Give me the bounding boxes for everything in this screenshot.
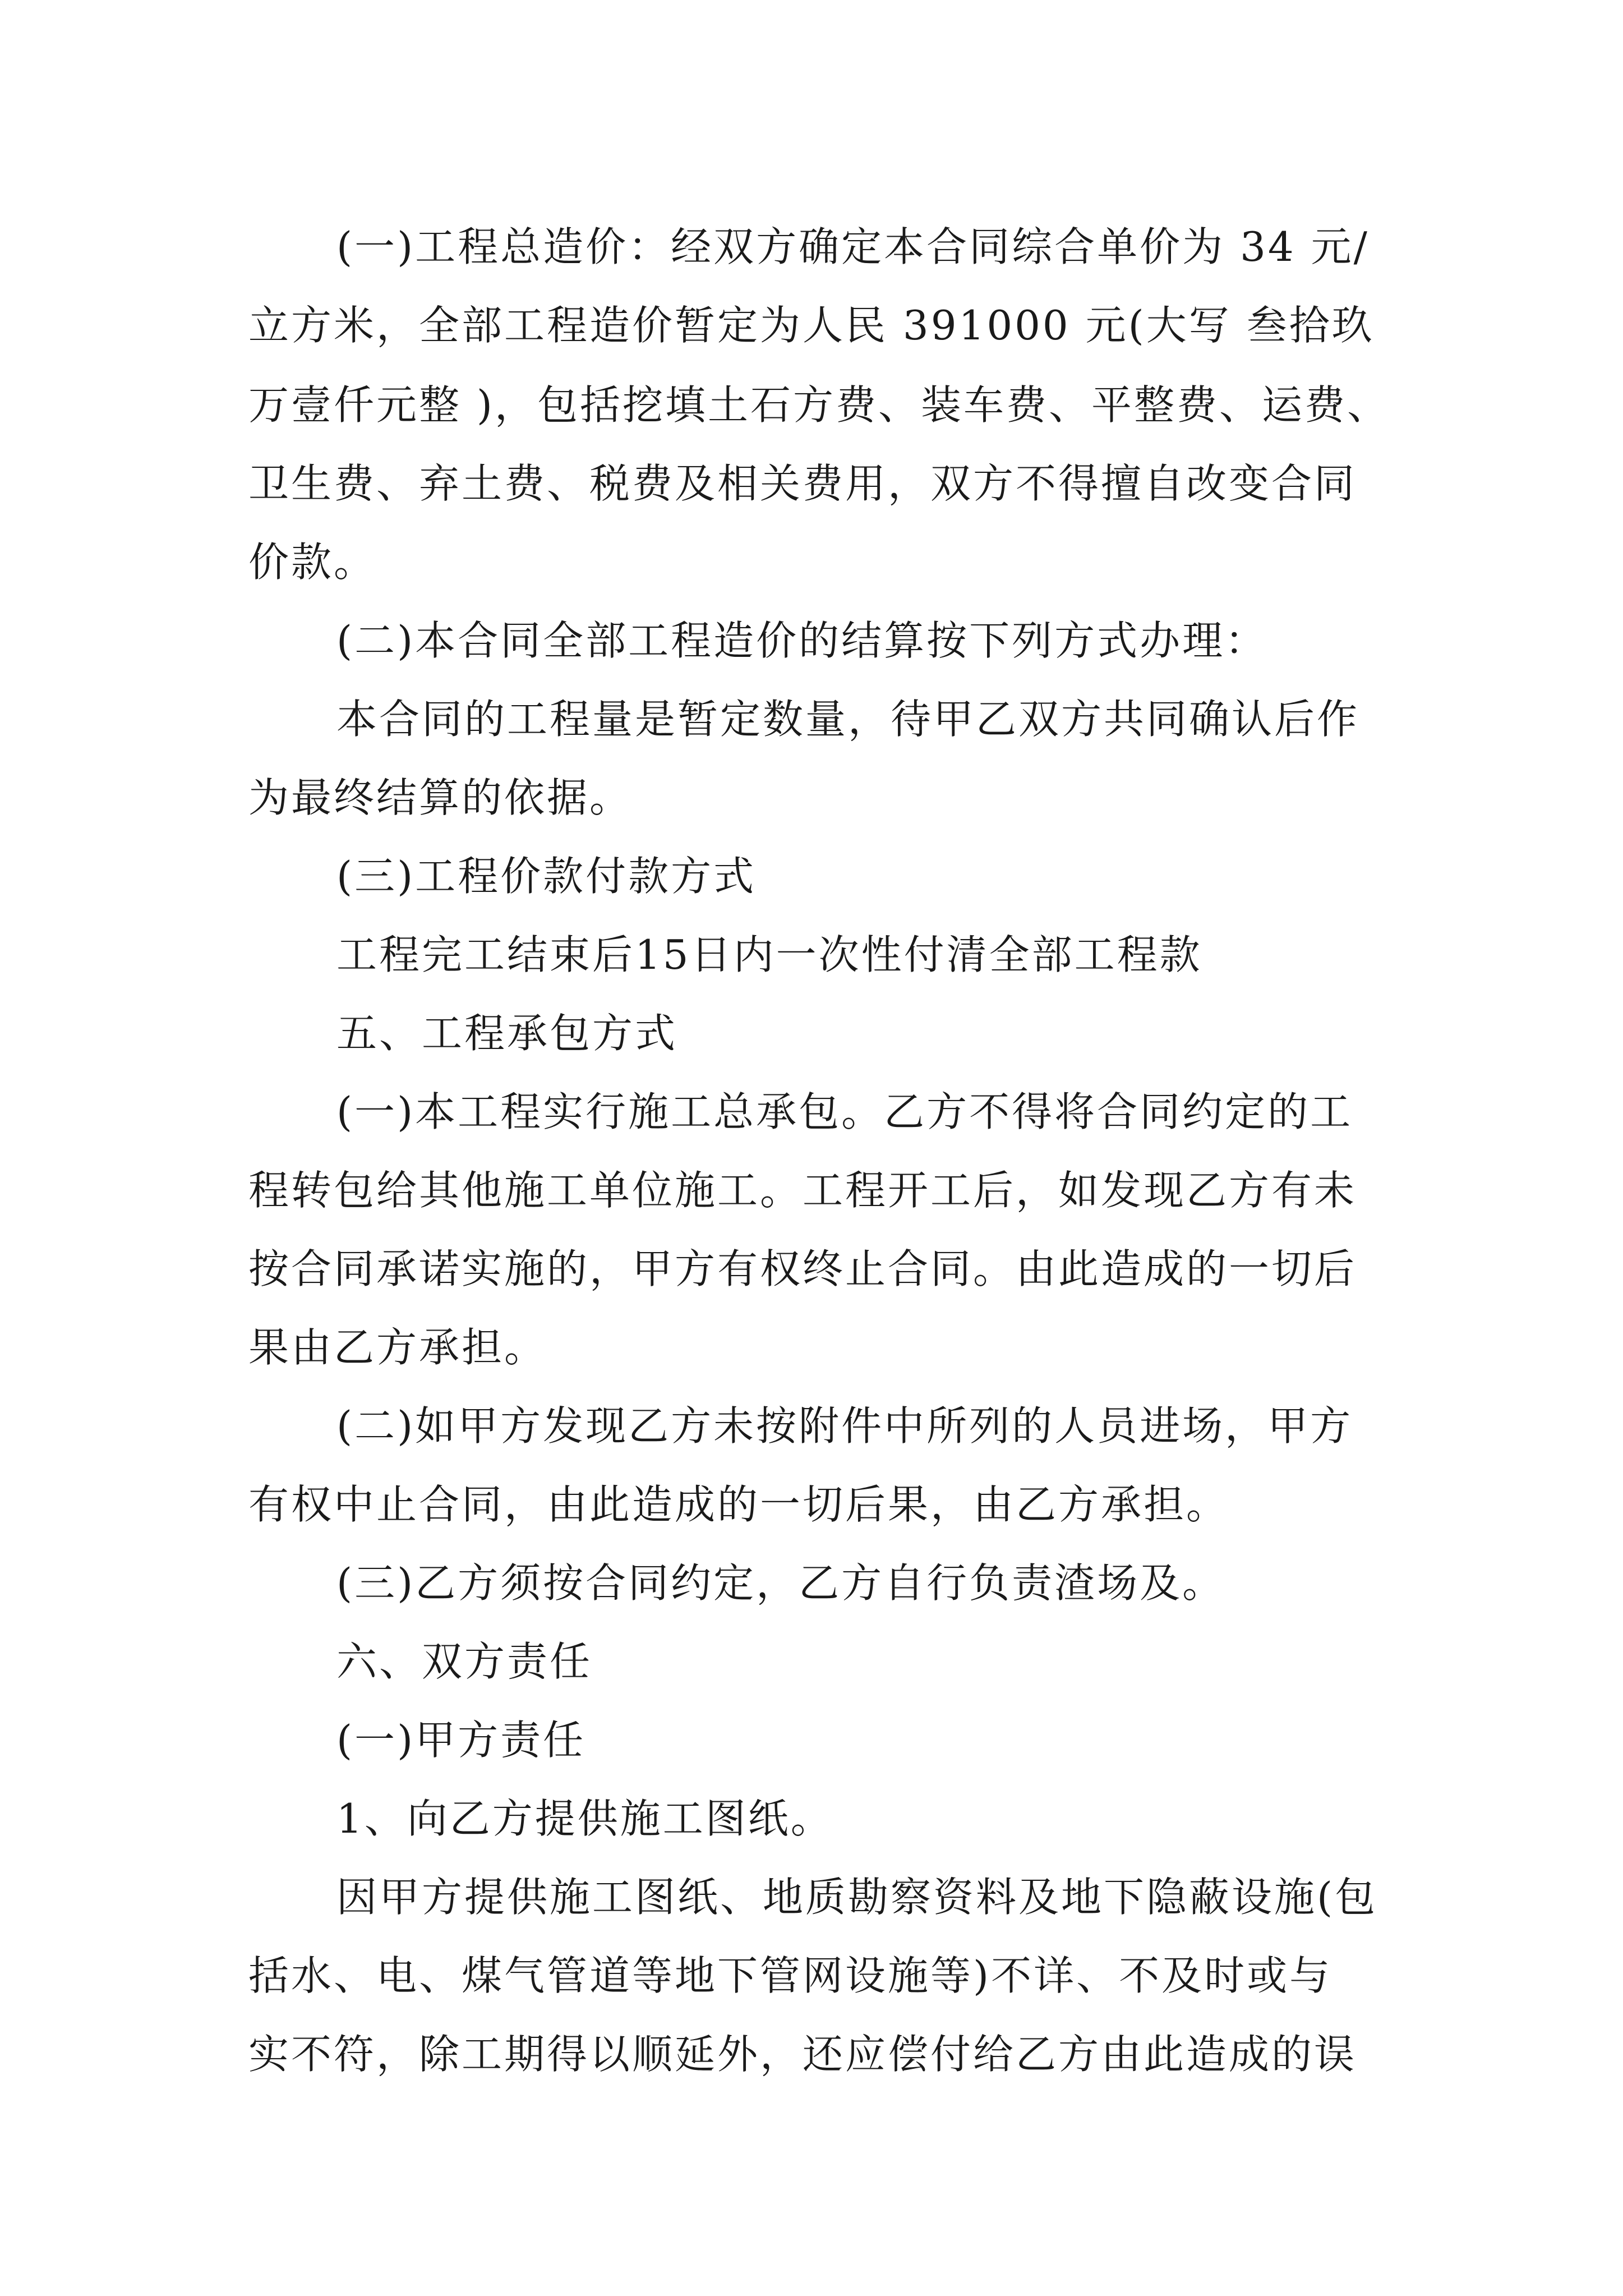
paragraph-line: (二)本合同全部工程造价的结算按下列方式办理： <box>336 617 1268 664</box>
paragraph-line: 工程完工结束后15日内一次性付清全部工程款 <box>336 931 1202 978</box>
list-item: 1、向乙方提供施工图纸。 <box>336 1795 833 1842</box>
paragraph-line: 括水、电、煤气管道等地下管网设施等)不详、不及时或与 <box>248 1952 1332 1999</box>
paragraph-line: (三)乙方须按合同约定，乙方自行负责渣场及。 <box>336 1559 1225 1607</box>
paragraph-line: 本合同的工程量是暂定数量，待甲乙双方共同确认后作 <box>336 696 1360 743</box>
paragraph-line: 按合同承诺实施的，甲方有权终止合同。由此造成的一切后 <box>248 1245 1357 1292</box>
paragraph-line: 卫生费、弃土费、税费及相关费用，双方不得擅自改变合同 <box>248 460 1357 507</box>
paragraph-line: 程转包给其他施工单位施工。工程开工后，如发现乙方有未 <box>248 1167 1357 1214</box>
paragraph-line: (三)工程价款付款方式 <box>336 853 757 900</box>
paragraph-line: 价款。 <box>248 539 377 586</box>
paragraph-line: (二)如甲方发现乙方未按附件中所列的人员进场，甲方 <box>336 1402 1353 1450</box>
paragraph-line: 万壹仟元整 )，包括挖填土石方费、装车费、平整费、运费、 <box>248 381 1390 429</box>
paragraph-line: (一)本工程实行施工总承包。乙方不得将合同约定的工 <box>336 1088 1353 1135</box>
paragraph-line: 立方米，全部工程造价暂定为人民 391000 元(大写 叁拾玖 <box>248 302 1375 349</box>
paragraph-line: (一)工程总造价：经双方确定本合同综合单价为 34 元/ <box>336 223 1370 270</box>
subsection-heading: (一)甲方责任 <box>336 1717 586 1764</box>
paragraph-line: 因甲方提供施工图纸、地质勘察资料及地下隐蔽设施(包 <box>336 1874 1378 1921</box>
paragraph-line: 为最终结算的依据。 <box>248 774 633 821</box>
section-heading: 六、双方责任 <box>336 1638 593 1685</box>
paragraph-line: 有权中止合同，由此造成的一切后果，由乙方承担。 <box>248 1481 1229 1528</box>
paragraph-line: 果由乙方承担。 <box>248 1324 547 1371</box>
section-heading: 五、工程承包方式 <box>336 1010 678 1057</box>
paragraph-line: 实不符，除工期得以顺延外，还应偿付给乙方由此造成的误 <box>248 2031 1357 2078</box>
